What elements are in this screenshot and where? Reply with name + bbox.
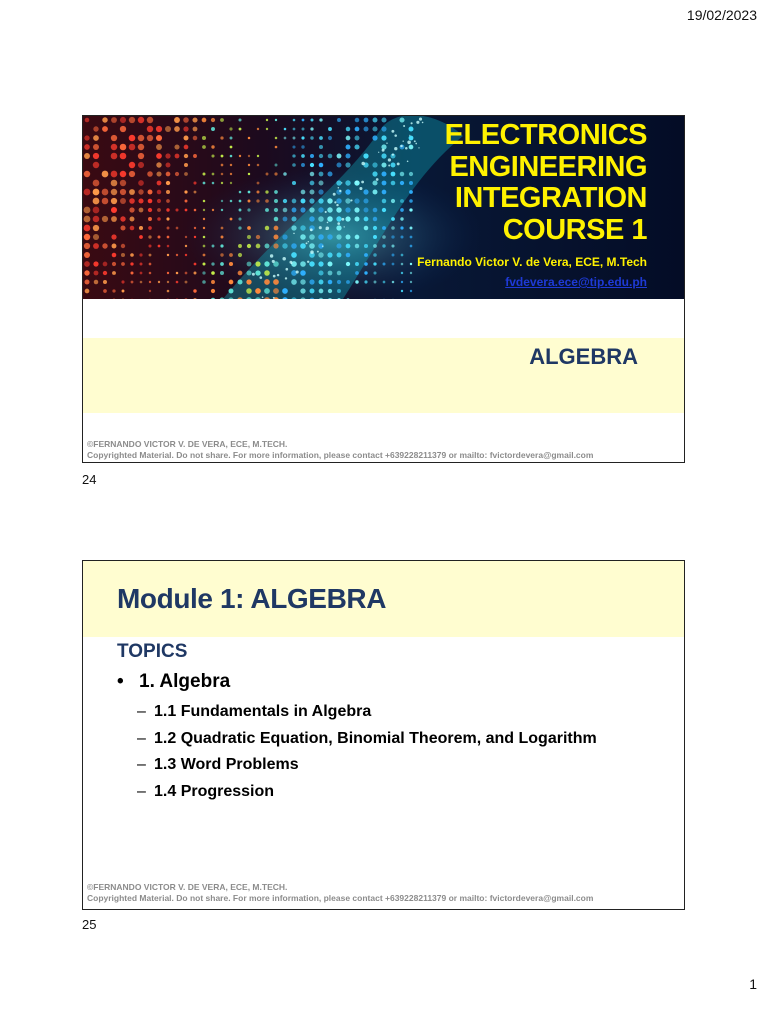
subtopic-label: 1.1 Fundamentals in Algebra [154,703,372,720]
slide-25 [82,560,685,910]
module-title-band [83,561,684,637]
topics-heading: TOPICS [117,641,188,662]
page-date: 19/02/2023 [686,7,757,23]
slide-number: 24 [82,472,97,487]
dash-marker: – [137,703,146,720]
bullet-marker: • [117,671,124,692]
section-title: ALGEBRA [529,344,638,369]
copyright-line: ©FERNANDO VICTOR V. DE VERA, ECE, M.TECH. [87,882,288,892]
subtopic-item [137,701,597,728]
subtopic-list [137,701,597,807]
dash-marker: – [137,782,146,800]
course-title-line: INTEGRATION [454,182,647,214]
author-email-link[interactable]: fvdevera.ece@tip.edu.ph [505,275,647,289]
subtopic-item [137,781,597,808]
slide-24 [82,115,685,463]
page-number: 1 [749,976,757,992]
subtopic-label: 1.4 Progression [154,782,275,800]
course-banner [83,116,684,299]
dash-marker: – [137,756,146,773]
section-band [83,338,684,413]
subtopic-item [137,728,597,755]
slide-number: 25 [82,917,97,932]
copyright-line: ©FERNANDO VICTOR V. DE VERA, ECE, M.TECH. [87,439,288,449]
course-title [445,120,647,246]
subtopic-item [137,754,597,781]
subtopic-label: 1.3 Word Problems [154,756,299,773]
copyright-footer [87,882,593,904]
topic-bullet [117,671,230,693]
course-title-line: ENGINEERING [449,150,647,183]
course-title-line: COURSE 1 [502,213,647,246]
topic-label: 1. Algebra [139,671,231,692]
copyright-footer [87,439,593,461]
dash-marker: – [137,729,146,747]
author-name: Fernando Victor V. de Vera, ECE, M.Tech [417,255,647,269]
subtopic-label: 1.2 Quadratic Equation, Binomial Theorem, and Logarithm [154,729,597,747]
course-title-line: ELECTRONICS [444,119,647,151]
copyright-notice: Copyrighted Material. Do not share. For more information, please contact +639228211379 or mailto: fvictordevera@gmail.com [87,450,594,460]
module-title: Module 1: ALGEBRA [117,583,387,614]
copyright-notice: Copyrighted Material. Do not share. For more information, please contact +639228211379 or mailto: fvictordevera@gmail.com [87,893,594,903]
